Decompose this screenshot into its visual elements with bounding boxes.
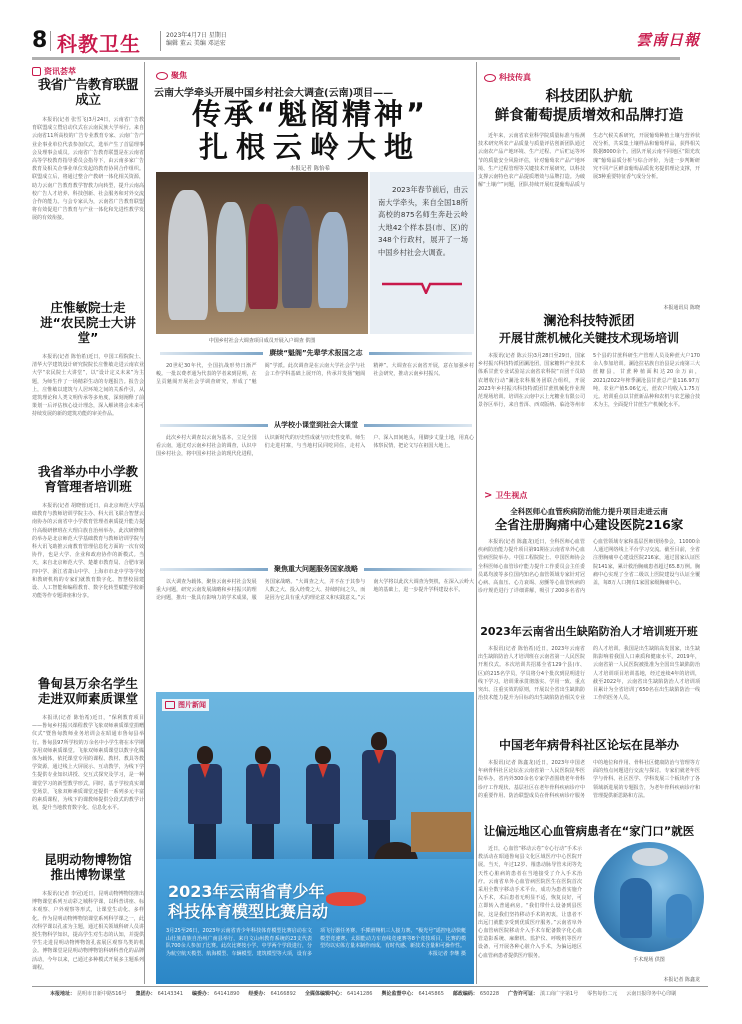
article-body: 本报讯(记者 陈怡希)近日，中国工程院院士、清华大学建筑设计研究院院长庄惟敏走进云南农业大学“农民院士大讲堂”，以“设计定义未来”为主题，为师生作了一场精彩生动的专题报告。报告会上，庄惟敏以建筑与人居环境之间的关系作引，从建筑理论和人类文明传承等多角度，深刻阐释了前策划一后评估核心设计理念，深入解读将会未来可持续发展的新的建筑功能的审美作品。 [32, 354, 144, 418]
left-column [32, 62, 144, 984]
footer-price: 零售每份二元 [587, 991, 618, 997]
headline [146, 98, 474, 164]
section-tag-label: 资讯荟萃 [44, 67, 76, 76]
section-tag-label: 卫生视点 [495, 491, 528, 500]
article-principal-training[interactable] [32, 464, 144, 652]
article-body: 本报讯(记者 陈怡希)近日，2023年云南省出生缺陷防治人才培训班在云南省第一人民医院开班仪式。本次培训共招募全省129个县(市、区)的215名学员，学员将分4个批次到昆明进行线下学习。培训秉承贯彻落实、学用一致、重点突出、注重实效的原则，开展以全省出生缺陷防治技术能力提升为目标的出生缺陷防治相关专业的人才培训。我国是出生缺陷高发国家，出生缺陷影响着我国人口素质和健康水平。2019年，云南省第一人民医院被批准为全国出生缺陷防治人才培训项目培训基地，经过连续4年的培训，截至2022年，云南省出生缺陷防治人才培训项目累计为全省培训了650名在出生缺陷防治一线工作的医务人员。 [478, 646, 700, 702]
section-title: 科教卫生 [57, 32, 141, 56]
section-tag-tech [484, 72, 531, 83]
section-3-body: 以大调查为载体，聚焦云南乡村社会发展重大问题，研究云南发展战略和乡村振兴的理论问题，推出一批具有影响力的学术成果，服务国家战略。“大调查之大，并不在于其参与人数之大、投入经费之大、持续时间之久，而是因为它具有重大的理论意义和实践意义。”云南大学将以此次大调查为契机，在深入云岭大地的基础上，进一步提升学科建设水平。 [156, 579, 474, 602]
article-title: 庄惟敏院士走进“农民院士大讲堂” [40, 300, 136, 345]
article-title: 昆明动物博物馆推出博物课堂 [44, 852, 132, 882]
subhead-label: 从学校小课堂到社会大课堂 [274, 421, 358, 429]
subhead-label: 聚焦重大问题服务国家战略 [274, 565, 358, 573]
section-1-body: 20世纪30年代，全国抗战形势日渐严峻。一批以费孝通为代表的学者来到昆明，在呈贡魁阁开展社会学调查研究，形成了“魁阁”学派。此次调查是在云南大学社会学与社会工作学科基础上展开的，传承并发扬“魁阁精神”。大调查在云南省开展，意在加强乡村社会研究，推动云南乡村振兴。 [156, 363, 474, 386]
footer-rule [32, 986, 708, 987]
footer [50, 990, 740, 997]
article-title: 全省注册胸痛中心建设医院216家 [494, 517, 684, 532]
surgery-photo[interactable] [594, 842, 704, 952]
headline-line-2: 扎根云岭大地 [198, 130, 421, 164]
photo-news-body [166, 928, 466, 958]
article-title-line-1: 科技团队护航 [545, 89, 633, 105]
headline-line-1: 传承“魁阁精神” [191, 97, 429, 131]
article-grape-team[interactable] [478, 88, 700, 311]
column-divider [476, 62, 477, 984]
article-title: 中国老年病骨科社区论坛在昆举办 [498, 738, 679, 752]
article-chest-pain-centers[interactable] [478, 506, 700, 622]
person-figure [282, 206, 312, 308]
chevron-right-icon: > [484, 490, 493, 501]
footer-editorial-office: 编委办： 64141890 [192, 991, 240, 997]
callout-pointer-icon [382, 280, 462, 294]
issue-meta [166, 32, 227, 48]
byline: 本报记者 陈怡希 [289, 166, 331, 172]
right-column [478, 62, 700, 984]
article-body: 本报讯(记者 陈鑫龙)近日，2023年中国老年病骨科社区论坛在云南省第一人民医院昆华医院举办。省内外300余名专家学者围绕老年骨科诊疗工作现状、基层社区在老年骨科疾病诊疗中的重要作用、防治联盟成员在骨科疾病诊疗服务中的地位和作用、骨科社区健康防治与管理等方面的热点问题进行交流与探讨。专家们就老年医学与骨科、社区医学、学科发展三个板块作了各领域新进展的专题报告，为老年骨科疾病诊疗和管理提供新思路和方法。 [478, 760, 700, 799]
section-2-body: 此次乡村大调查以云南为基本，立足全国看云南，通过对云南乡村社会的调查，认识中国乡村社会，将中国乡村社会的现代化进程，认识新时代的历史性成就与历史性变革。师生们走进村寨，与当地村民同吃同住，走村入户、深入田间地头，用脚步丈量土地，用真心体察民情，把论文写在祖国大地上。 [156, 435, 474, 458]
footer-group-office: 集团办： 64143341 [135, 991, 184, 997]
date-line: 2023年4月7日 星期日 [166, 32, 227, 39]
section-tag-focus [156, 70, 187, 81]
section-tag-news-roundup [32, 66, 144, 77]
middle-column [146, 62, 474, 984]
section-tag-label: 科技传真 [499, 73, 531, 82]
article-body: 本报讯(记者 陈鑫龙)近日，全科医师心血管疾病防治能力提升项目第91期在云南省阜外心血管病医院举办。中国工程院院士、中国医师协会全科医师心血管诊疗能力提升工作委员会主任委员葛均波等多位国内知名心血管领域专家针对冠心病、高血压、心力衰竭、房颤等心血管疾病的诊疗规范进行了详细讲解，吸引了200多名省内心血管领域专家和基层医师现场参会，11000余人通过网络线上平台学习交流。截至目前，全省注册胸痛中心建设医院216家，通过国家认证医院141家，累计救治胸痛患者超过65.8万例。胸痛中心实现了全省二级以上医院建设与认证全覆盖，每8万人口拥有1家国家级胸痛中心。 [478, 539, 700, 595]
footer-ad-license: 广告许可证： 滇工商广字第1号 [508, 991, 579, 997]
divider [160, 31, 161, 51]
article-sugarcane-training[interactable] [478, 314, 700, 444]
subhead-label: 赓续“魁阁”先辈学术报国之志 [269, 349, 363, 357]
person-figure [248, 204, 278, 309]
picture-icon [165, 701, 175, 709]
eye-icon [156, 72, 168, 80]
page-number: 8 [32, 28, 48, 53]
photo-news-title-line-1: 2023年云南省青少年 [168, 882, 325, 901]
photo-news-model-contest[interactable] [156, 692, 474, 984]
divider [50, 31, 51, 51]
newspaper-logo: 雲南日報 [635, 31, 700, 49]
article-pre-title: 全科医师心血管疾病防治能力提升项目走进云南 [510, 507, 668, 516]
article-body: 近年来，云南省农业科学院质量标准与检测技术研究所农产品质量与质量评估创新团队通过云南农产品产地环境、生产过程、产后贮运等环节的质量安全风险评估，针对葡萄农产品产地环境、生产过程管理等关键技术开展研究，以科技支撑云南特色农产品提质增效与品牌打造。为破解“土壤产”问题，团队持续开展红提葡萄品质与生态气候关系研究，开展葡萄种植土壤与营养状况分析，共采集土壤样品和葡萄样品，获得相关数据8000余个。团队开展云南不同地区“阳光玫瑰”葡萄品质分析与综合评价，为进一步判断研究不同产区鲜食葡萄品质优劣提供理论支撑，开展3种重要特征香气成分分析。 [478, 133, 700, 189]
person-figure [216, 202, 246, 312]
document-icon [32, 67, 41, 76]
surgeon-figure [620, 878, 652, 938]
footer-business-office: 经委办： 64166892 [248, 991, 296, 997]
column-divider [144, 62, 145, 984]
article-body: 本报讯(记者 陈云芬)3月28日至29日，国家乡村振兴科技特派团澜沧团，国家糖料产业技术体系甘蔗专业试验站云南省农科院“百团千员助农增收行动”澜沧农科服务团联合组织，开展2023年乡村振兴科技特派团甘蔗机械化作业规范现场培训。培训在云南中云上允糖业有限公司景谷区举行，来自普洱、西双版纳、临沧等州市5个县的甘蔗科研生产管理人员及种蔗大户170余人参加培训。澜沧拉祜族自治县是云南第三大蔗糖县，甘蔗种植面积达20余万亩，2021/2022年榨季澜沧县甘蔗总产量116.97万吨，农业产值5.06亿元，蔗农户均收入1.75万元。培训重点以甘蔗新品种和农机与农艺融合技术为主，全面提升甘蔗生产机械化水平。 [478, 353, 700, 409]
article-title: 我省举办中小学教育管理者培训班 [38, 464, 139, 494]
photo-news-tag-label: 图片新闻 [178, 701, 206, 709]
model-boat [326, 892, 366, 906]
photo-news-title-line-2: 科技体育模型比赛启动 [168, 902, 329, 921]
person-figure [318, 212, 348, 308]
article-title: 鲁甸县万余名学生走进双师素质课堂 [37, 676, 138, 706]
surgeon-figure [666, 894, 692, 938]
article-title: 2023年云南省出生缺陷防治人才培训班开班 [480, 625, 698, 638]
photo-credit: 本报记者 李继 摄 [427, 950, 466, 957]
footer-postal-code: 邮政编码： 650228 [452, 991, 500, 997]
article-title-line-1: 澜沧科技特派团 [543, 314, 635, 329]
article-title: 让偏远地区心血管病患者在“家门口”就医 [483, 824, 695, 838]
callout-text: 2023年春节前后，由云南大学牵头，来自全国18所高校的875名师生奔赴云岭大地42个样本县(市、区)的348个行政村，展开了一场中国乡村社会大调查。 [378, 185, 468, 257]
article-ludian-students[interactable] [32, 676, 144, 852]
photo-news-title [168, 882, 328, 922]
footer-supervision-center: 舆论监督中心： 64145865 [381, 991, 444, 997]
article-body: 本报讯(记者 陈怡希)近日，“保利教育项目——鲁甸乡村振兴课程教学飞象双师素质课堂捐赠仪式”暨鲁甸教师业务培训会在昭通市鲁甸县举行。鲁甸县97所学校的万余名中小学生将在本学期享用双师素质课堂。飞象双师素质课堂以数字化媒体为载体，依托课堂专用的课程、教材、教具等教学资源，通过线上大屏展示、互动教学，为线下学生提供专业知识讲授、交互式探究及学习，是一种课堂学习的新型教学形式。同时，基于学校真实课堂场景，飞象双师素质课堂还提供一系列多元丰富的素质课程，为线下的课教师提供分段式的教学计划，提升当地教育数字化、信息化水平。 [32, 715, 144, 812]
article-body: 本报讯(记者 张雪飞)3月24日，云南省广告教育联盟成立暨启动仪式在云南民族大学举行。来自云南省11所高校的广告专业教育专家、云南广告产业企事业单位代表参加仪式，选举产生了首届理事会及理事会成员。云南省广告教育联盟是在云南省高等学校教育指导委员会指导下，由云南多家广告教育及相关企事业单位发起的教育协同合作组织。联盟成立后，将通过整合产教研一体化相关资源，助力云南广告教育教学智教力向转型，提升云南高校广告人才培养、科技创新、社会服务和对外交流合作的能力。与会专家认为，云南省广告教育联盟将有效促进广告教育与产业一体化和先进性教学发展的有效衔接。 [32, 117, 144, 222]
person-figure [168, 190, 208, 320]
surgical-lamp [632, 848, 668, 866]
student-figure [360, 732, 398, 860]
student-figure [186, 746, 224, 864]
article-title: 我省广告教育联盟成立 [37, 78, 138, 108]
article-body: 本报讯(记者 李冠)近日，昆明动物博物馆推出博物课堂系列互动彩之城科学课，以科普讲座、标本观察、户外观察等形式，让课堂生动化、多样化。作为昆明动物博物馆课堂系列科学课之一，此次科学课以孔雀为主题，通过相关领域科研人员讲授生物科学知识，提高学生对生态的认知，并提供学生走进昆明动物博物馆孔雀展区观察鸟类的机会。博物课堂是昆明动物博物馆科研科普化的品牌活动，今年以来，已通过多种模式开展多主题系列课程。 [32, 891, 144, 971]
article-title-line-2: 鲜食葡萄提质增效和品牌打造 [494, 108, 684, 124]
article-zhuang-weimin[interactable] [32, 300, 144, 443]
article-body: 本报讯(记者 胡晓蓉)近日，由北京师范大学基础教育与教师培训学院主办、科大讯飞联合智慧云南协办的云南省中小学教育管理者素质提升能力提升高级研修班在大理白族自治州举办。此次研修班的举办是北京师范大学基础教育与教师培训学院与科大讯飞助推云南教育管理信息化方面的一次有效协作，也是大学、企业和政府协作的新模式。当天，来自北京师范大学、楚雄市教育局、合肥市第四中学、浙江省萧山中学、上海市市北中学等学校和教研机构的专家们就教育数字化、智慧校园建设、人工智能和编程教育、数字化转型赋能学校新功能等作专题讲座和分享。 [32, 503, 144, 600]
subhead-1 [160, 348, 472, 358]
subhead-2 [160, 420, 472, 430]
article-credit: 本报记者 陈鑫龙 [663, 977, 700, 983]
student-figure [244, 746, 282, 864]
footer-printer: 云南日报印务中心印刷 [626, 991, 677, 997]
speech-bubble-icon [484, 74, 496, 82]
article-ad-alliance[interactable] [32, 78, 144, 306]
summary-callout [370, 172, 474, 334]
article-kicker: 云南大学牵头开展中国乡村社会大调查(云南)项目—— [154, 88, 394, 99]
student-figure [304, 746, 342, 864]
article-body: 近日，心血管“移动云卷”专心行动”手术示教活动在昭通鲁甸县文化区域医疗中心医院开展。当天，年过12岁、罹患动脉导管未闭等先天性心脏病的患者在当地接受了介入手术治疗。云南省阜外心血管病医院医生在医院首次采用全数字移动手术平台，成功为患者实施介入手术，术后患者无明显不适，恢复良好，可立即转入普通病房。“我们带什么设备到县医院，这是我们坚持移动手术的初衷，让患者不出远门就能享受到优质医疗服务。”云南省阜外心血管病医院移动介入手术车配备数字化心血管造影系统、麻醉机、监护仪、呼吸机等医疗设备，可开展各种心脏介入手术，为偏远地区心血管病患者提供医疗服务。 [478, 846, 582, 959]
article-orthopedics-forum[interactable] [478, 738, 700, 825]
table [411, 812, 471, 852]
section-tag-label: 聚焦 [171, 71, 187, 80]
article-credit: 本报通讯员 陈晓 [663, 305, 700, 311]
photo-caption: 中国乡村社会大调查项目成员开展入户调查 供图 [208, 338, 316, 344]
photo-news-body-text: 3月25至26日，2023年云南省青少年科技体育模型比赛启动在文山壮族苗族自治州广南县举行，来自文山州教育系统的23支代表队700余人参加了比赛。此次比赛按小学、中学两个学段进行，分为航空航天模型、航海模型、车辆模型、建筑模型等大项，设有多项飞行器任务赛、手掷滑翔机三人接力赛、“极光号”遥控电动快艇模型竞速赛、太阳能动力车直线竞速赛等8个竞技项目，比赛的模型均以实体方量本制作而成，有时代感、新技术含量和可操作性。 [166, 928, 466, 957]
section-tag-health [484, 490, 527, 501]
photo-caption: 手术现场 供图 [633, 957, 665, 963]
masthead-rule [32, 57, 680, 60]
masthead [32, 28, 740, 56]
article-birth-defect-training[interactable] [478, 624, 700, 737]
survey-photo[interactable] [156, 172, 368, 334]
photo-news-tag [162, 699, 209, 711]
footer-address: 本报地址： 昆明市日新中路516号 [50, 991, 127, 997]
subhead-3 [160, 564, 472, 574]
article-title-line-2: 开展甘蔗机械化关键技术现场培训 [498, 331, 679, 345]
article-kunming-museum[interactable] [32, 852, 144, 1008]
footer-media-center: 全媒体编辑中心： 64141286 [304, 991, 373, 997]
editors-line: 编辑 董云 美编 邓运宏 [166, 40, 226, 47]
